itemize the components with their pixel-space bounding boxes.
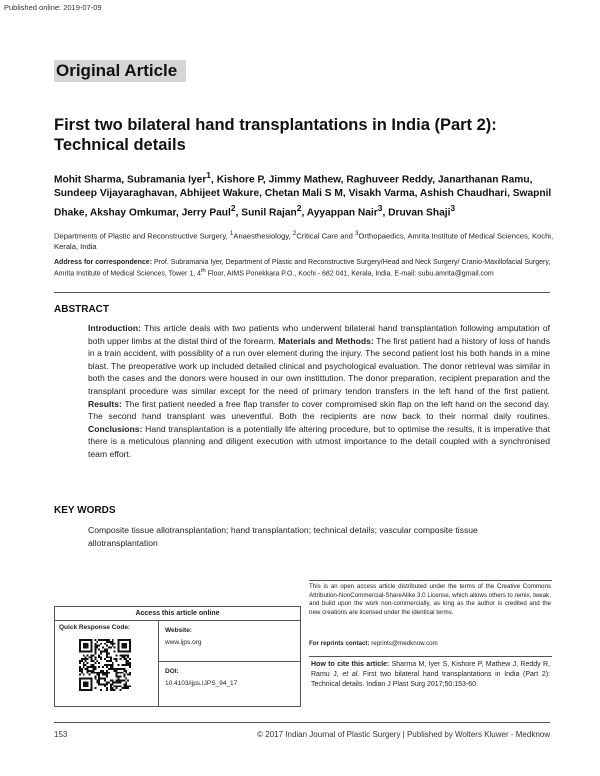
keywords-heading: KEY WORDS — [54, 505, 116, 516]
published-date: Published online: 2019-07-09 — [4, 3, 102, 12]
abstract-body: Introduction: This article deals with two patients who underwent bilateral hand transplantation following amputation of both upper limbs at the distal third of the forearm. Materials and Methods: The first patient had a history of loss of hands in a train accident, with possiblity of a run over element during the injury. The second patient lost his both hands in a mine blast. The preoperative work up included detailed clinical and psychological evaluation. The donor retrieval was similar in both the cases and the donors were housed in our own instittution. The donor preparation, recipient preparation and the transplant procedure was similar except for the need of primary tendon transfers in the left hand of the first patient. Results: The first patient needed a free flap transfer to cover compromised skin flap on the left hand on the second day. The second hand transplant was uneventful. Both the recipients are now back to their normal daily routines. Conclusions: Hand transplantation is a potentially life altering procedure, but to optimise the results, it is imperative that there is a meticulous planning and diligent execution with utmost importance to the detail coupled with a synchronised team effort. — [88, 323, 550, 459]
doi-cell — [159, 662, 300, 706]
keywords-body: Composite tissue allotransplantation; hand transplantation; technical details; vascular composite tissue allotransplantation — [88, 525, 478, 548]
footer-copyright: © 2017 Indian Journal of Plastic Surgery | Published by Wolters Kluwer - Medknow — [257, 730, 550, 739]
doi-label: DOI: — [165, 668, 179, 675]
reprints-contact: For reprints contact: reprints@medknow.com — [309, 640, 438, 647]
footer-divider — [54, 722, 550, 723]
website-label: Website: — [165, 627, 192, 634]
affiliations: Departments of Plastic and Reconstructive Surgery, $^1$Anaesthesiology, $^2$Critical Care and $^3$Orthopaedics, Amrita Institute of Medical Sciences, Kochi, Kerala, India — [54, 230, 554, 251]
citation-text: How to cite this article: Sharma M, Iyer S, Kishore P, Mathew J, Reddy R, Ramu J, et al. First two bilateral hand transplantations in India (Part 2): Technical details. Indian J Plast Surg 2017;50:153-60. — [311, 661, 551, 688]
article-title: First two bilateral hand transplantations in India (Part 2): Technical details — [54, 116, 497, 154]
abstract-heading: ABSTRACT — [54, 304, 109, 315]
author-list: Mohit Sharma, Subramania Iyer$^1$, Kishore P, Jimmy Mathew, Raghuveer Reddy, Janarthanan Ramu, Sundeep Vijayaraghavan, Abhijeet Wakure, Chetan Mali S M, Visakh Varma, Ashish Chaudhari, Swapnil Dhake, Akshay Omkumar, Jerry Paul$^2$, Sunil Rajan$^2$, Ayyappan Nair$^3$, Druvan Shaji$^3$ — [54, 170, 552, 219]
access-box-title: Access this article online — [55, 607, 300, 621]
correspondence-address: Address for correspondence: Prof. Subramania Iyer, Department of Plastic and Reconstructive Surgery/Head and Neck Surgery/ Cranio-Maxillofacial Surgery, Amrita Institute of Medical Sciences, Tower 1, 4th Floor, AIMS Ponekkara P.O., Kochi - 682 041, Kerala, India. E-mail: subu.amrita@gmail.com — [54, 259, 551, 278]
license-text: This is an open access article distributed under the terms of the Creative Commons Attribution-NonCommercial-ShareAlike 3.0 License, which allows others to remix, tweak, and build upon the work non-commercially, as long as the author is credited and the new creations are licensed under the identical terms. — [309, 583, 551, 616]
license-divider — [309, 580, 552, 581]
header-divider — [54, 292, 550, 293]
citation-box — [309, 656, 552, 700]
qr-code-icon[interactable] — [77, 637, 133, 693]
qr-column — [55, 621, 159, 706]
website-link[interactable]: www.ijps.org — [165, 639, 202, 646]
page-number: 153 — [54, 730, 68, 739]
article-type-badge: Original Article — [54, 60, 186, 82]
qr-label: Quick Response Code: — [59, 624, 131, 631]
doi-link[interactable]: 10.4103/ijps.IJPS_94_17 — [165, 680, 238, 687]
access-online-box — [54, 606, 301, 707]
website-cell — [159, 621, 300, 662]
